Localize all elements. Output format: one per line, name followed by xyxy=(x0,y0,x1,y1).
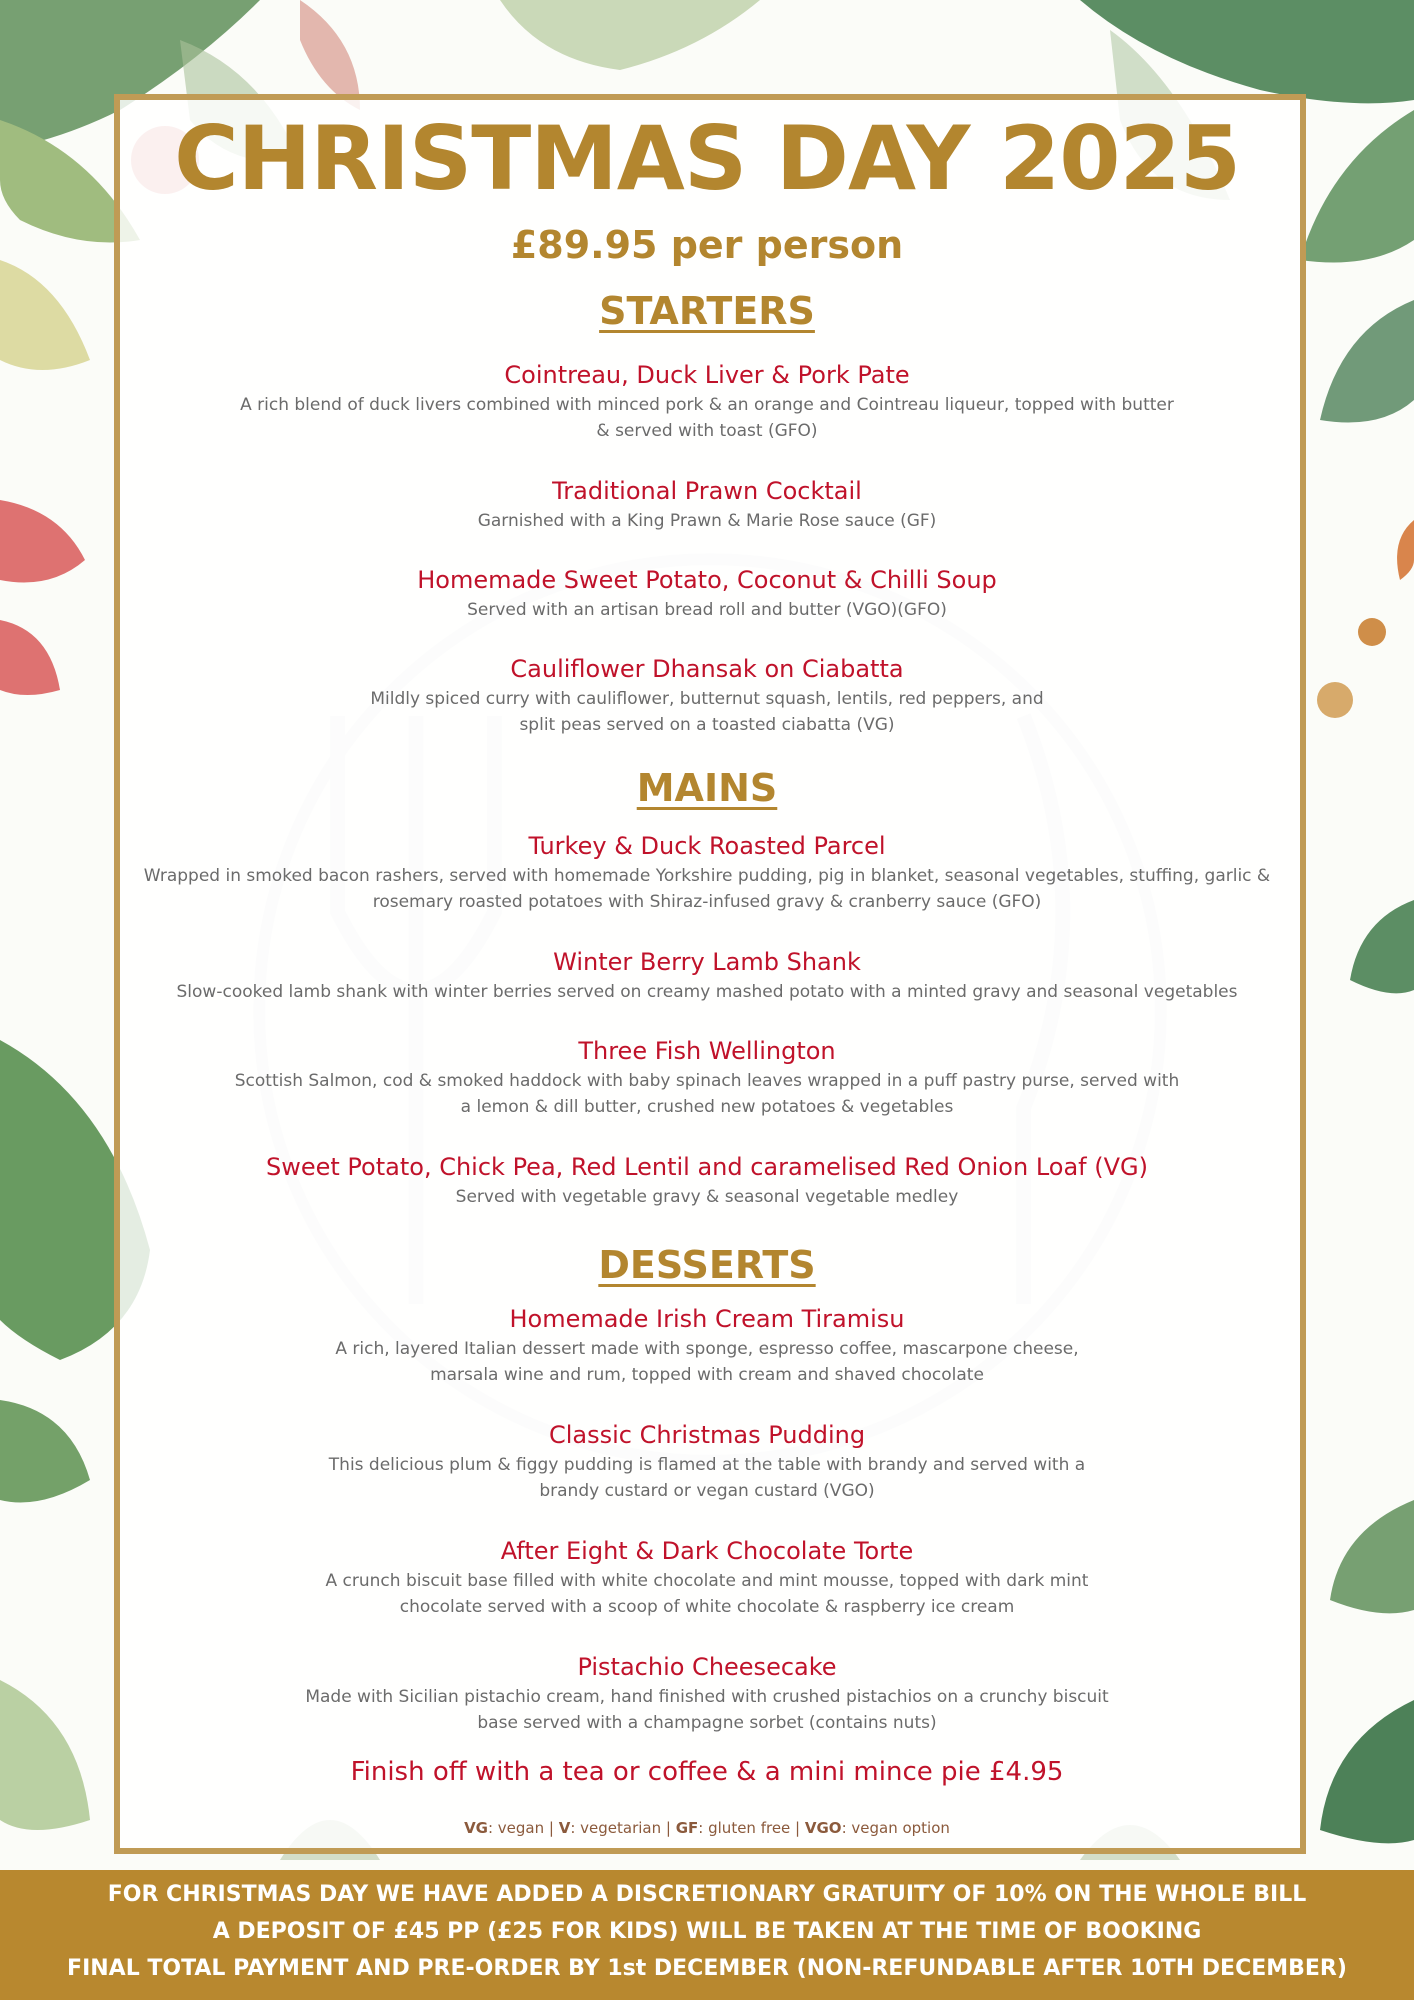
price-per-person: £89.95 per person xyxy=(510,223,904,267)
dish-description: brandy custard or vegan custard (VGO) xyxy=(539,1481,875,1501)
legend-key-v: V xyxy=(558,1819,571,1837)
dish-description: Slow-cooked lamb shank with winter berries served on creamy mashed potato with a minted gravy and seasonal vegetables xyxy=(176,982,1238,1002)
menu-item xyxy=(0,474,1414,534)
menu-item xyxy=(0,1418,1414,1504)
dietary-legend xyxy=(0,1816,1414,1840)
menu-item xyxy=(0,358,1414,444)
tea-coffee-offer: Finish off with a tea or coffee & a mini mince pie £4.95 xyxy=(350,1757,1064,1787)
legend-label-vgo: : vegan option xyxy=(841,1819,950,1837)
dish-name: Homemade Sweet Potato, Coconut & Chilli Soup xyxy=(417,566,997,594)
dish-description: Served with an artisan bread roll and butter (VGO)(GFO) xyxy=(467,600,947,620)
dish-description: rosemary roasted potatoes with Shiraz-infused gravy & cranberry sauce (GFO) xyxy=(372,892,1042,912)
gratuity-notice: FOR CHRISTMAS DAY WE HAVE ADDED A DISCRETIONARY GRATUITY OF 10% ON THE WHOLE BILL xyxy=(107,1882,1307,1907)
dish-description: a lemon & dill butter, crushed new potatoes & vegetables xyxy=(460,1097,954,1117)
legend-separator: | xyxy=(544,1819,559,1837)
payment-notice: FINAL TOTAL PAYMENT AND PRE-ORDER BY 1st DECEMBER (NON-REFUNDABLE AFTER 10TH DECEMBER) xyxy=(67,1956,1347,1981)
dish-description: chocolate served with a scoop of white chocolate & raspberry ice cream xyxy=(399,1597,1015,1617)
starters-heading: STARTERS xyxy=(599,289,815,333)
dish-description: marsala wine and rum, topped with cream and shaved chocolate xyxy=(430,1365,984,1385)
dish-description: A rich blend of duck livers combined with minced pork & an orange and Cointreau liqueur, topped with butter xyxy=(240,395,1174,415)
deposit-notice: A DEPOSIT OF £45 PP (£25 FOR KIDS) WILL BE TAKEN AT THE TIME OF BOOKING xyxy=(212,1919,1202,1944)
legend-key-vgo: VGO xyxy=(804,1819,842,1837)
dish-description: A crunch biscuit base filled with white chocolate and mint mousse, topped with dark mint xyxy=(325,1571,1089,1591)
dish-description: Wrapped in smoked bacon rashers, served with homemade Yorkshire pudding, pig in blanket, seasonal vegetables, stuffing, garlic & xyxy=(143,866,1271,886)
dish-name: Cointreau, Duck Liver & Pork Pate xyxy=(504,361,910,389)
menu-item xyxy=(0,945,1414,1005)
dish-description: split peas served on a toasted ciabatta (VG) xyxy=(519,715,895,735)
page-title: CHRISTMAS DAY 2025 xyxy=(174,107,1240,210)
dish-description: A rich, layered Italian dessert made with sponge, espresso coffee, mascarpone cheese, xyxy=(335,1339,1079,1359)
booking-terms-footer xyxy=(0,1870,1414,2000)
legend-label-v: : vegetarian xyxy=(570,1819,662,1837)
menu-item xyxy=(0,1302,1414,1388)
dish-name: Winter Berry Lamb Shank xyxy=(553,948,861,976)
dish-name: After Eight & Dark Chocolate Torte xyxy=(500,1537,914,1565)
menu-item xyxy=(0,563,1414,623)
dish-description: Served with vegetable gravy & seasonal vegetable medley xyxy=(455,1187,959,1207)
menu-item xyxy=(0,1534,1414,1620)
menu-item xyxy=(0,1034,1414,1120)
menu-item xyxy=(0,1650,1414,1736)
dish-description: Mildly spiced curry with cauliflower, butternut squash, lentils, red peppers, and xyxy=(370,689,1044,709)
legend-label-gf: : gluten free xyxy=(698,1819,791,1837)
dish-description: base served with a champagne sorbet (contains nuts) xyxy=(477,1713,937,1733)
dish-name: Traditional Prawn Cocktail xyxy=(552,477,862,505)
mains-heading: MAINS xyxy=(636,766,778,810)
menu-item xyxy=(0,1150,1414,1210)
legend-separator: | xyxy=(661,1819,676,1837)
dish-name: Turkey & Duck Roasted Parcel xyxy=(528,832,886,860)
dish-description: Scottish Salmon, cod & smoked haddock with baby spinach leaves wrapped in a puff pastry purse, served with xyxy=(234,1071,1180,1091)
dish-description: & served with toast (GFO) xyxy=(596,421,818,441)
legend-key-vg: VG xyxy=(464,1819,488,1837)
dish-name: Three Fish Wellington xyxy=(578,1037,836,1065)
menu-item xyxy=(0,829,1414,915)
menu-item xyxy=(0,652,1414,738)
dish-description: Made with Sicilian pistachio cream, hand finished with crushed pistachios on a crunchy biscuit xyxy=(305,1687,1109,1707)
legend-separator: | xyxy=(790,1819,805,1837)
dish-name: Pistachio Cheesecake xyxy=(577,1653,837,1681)
desserts-heading: DESSERTS xyxy=(598,1243,816,1287)
dish-name: Cauliflower Dhansak on Ciabatta xyxy=(510,655,904,683)
legend-label-vg: : vegan xyxy=(487,1819,545,1837)
dish-name: Homemade Irish Cream Tiramisu xyxy=(509,1305,905,1333)
legend-key-gf: GF xyxy=(675,1819,699,1837)
dish-description: Garnished with a King Prawn & Marie Rose sauce (GF) xyxy=(477,511,937,531)
dish-name: Classic Christmas Pudding xyxy=(548,1421,866,1449)
dish-description: This delicious plum & figgy pudding is flamed at the table with brandy and served with a xyxy=(328,1455,1086,1475)
dish-name: Sweet Potato, Chick Pea, Red Lentil and caramelised Red Onion Loaf (VG) xyxy=(266,1153,1148,1181)
